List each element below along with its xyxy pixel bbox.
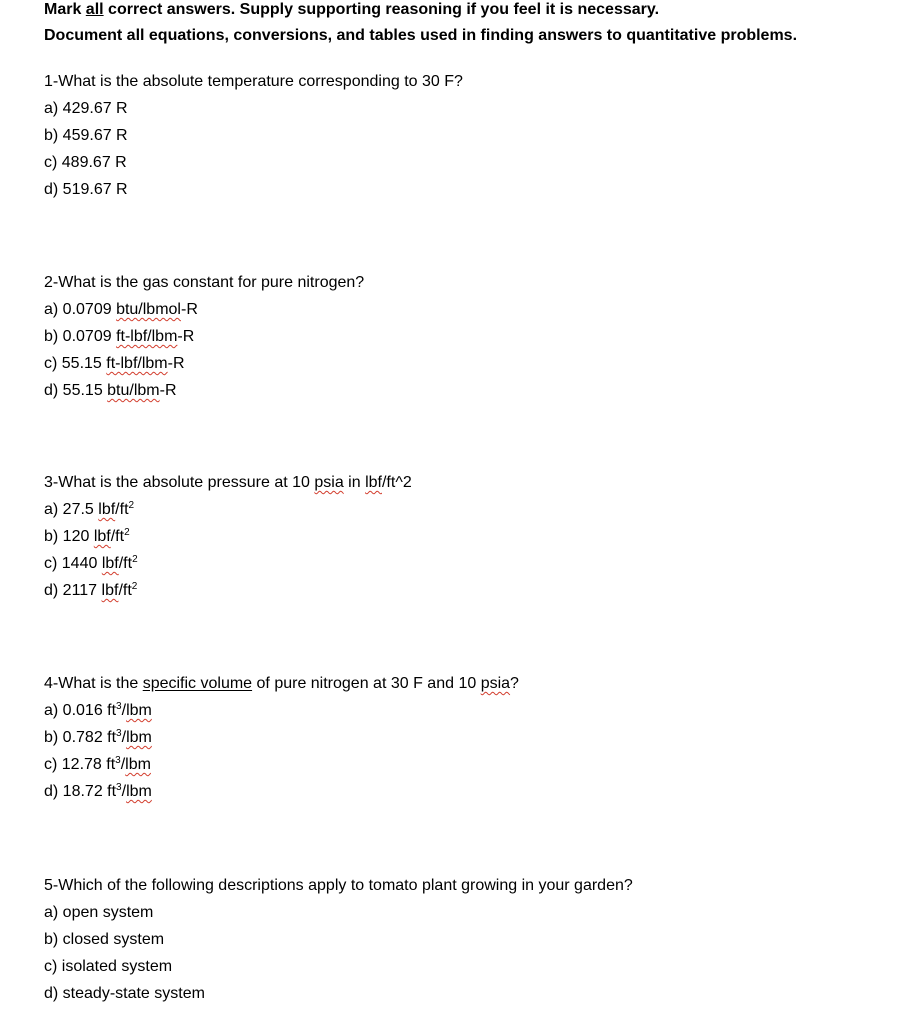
question-2 [44,273,864,408]
question-5 [44,876,864,1011]
emphasis-all: all [85,1,104,18]
q5-option-d: d) steady-state system [44,985,205,1002]
q5-option-b: b) closed system [44,931,165,948]
q1-option-b: b) 459.67 R [44,127,128,144]
q4-option-b: b) 0.782 $ft^3$/lbm [44,728,152,746]
q1-option-d: d) 519.67 R [44,181,128,198]
q1-option-a: a) 429.67 R [44,100,128,117]
q2-option-d: d) 55.15 btu/lbm-R [44,382,177,399]
question-5-text: 5-Which of the following descriptions apply to tomato plant growing in your garden? [44,877,633,894]
q4-option-c: c) 12.78 $ft^3$/lbm [44,755,151,773]
q2-option-b: b) 0.0709 ft-lbf/lbm-R [44,328,195,345]
q5-option-c: c) isolated system [44,958,173,975]
question-1 [44,72,864,207]
q3-option-d: d) 2117 lbf/$ft^2$ [44,581,138,599]
instructions-line-2: Document all equations, conversions, and tables used in finding answers to quantitative problems. [44,27,798,44]
q2-option-c: c) 55.15 ft-lbf/lbm-R [44,355,185,372]
q3-option-c: c) 1440 lbf/$ft^2$ [44,554,138,572]
question-4 [44,674,864,809]
q2-option-a: a) 0.0709 btu/lbmol-R [44,301,198,318]
q3-option-b: b) 120 lbf/$ft^2$ [44,527,130,545]
q5-option-a: a) open system [44,904,154,921]
question-3 [44,473,864,608]
instructions-line-1: Mark all correct answers. Supply supporting reasoning if you feel it is necessary. [44,1,660,18]
question-1-text: 1-What is the absolute temperature corresponding to 30 F? [44,73,463,90]
question-4-text: 4-What is the specific volume of pure nitrogen at 30 F and 10 psia? [44,675,519,692]
q3-option-a: a) 27.5 lbf/$ft^2$ [44,500,135,518]
question-2-text: 2-What is the gas constant for pure nitrogen? [44,274,365,291]
question-3-text: 3-What is the absolute pressure at 10 psia in lbf/ft^2 [44,474,412,491]
q1-option-c: c) 489.67 R [44,154,127,171]
q4-option-d: d) 18.72 $ft^3$/lbm [44,782,152,800]
q4-option-a: a) 0.016 $ft^3$/lbm [44,701,152,719]
